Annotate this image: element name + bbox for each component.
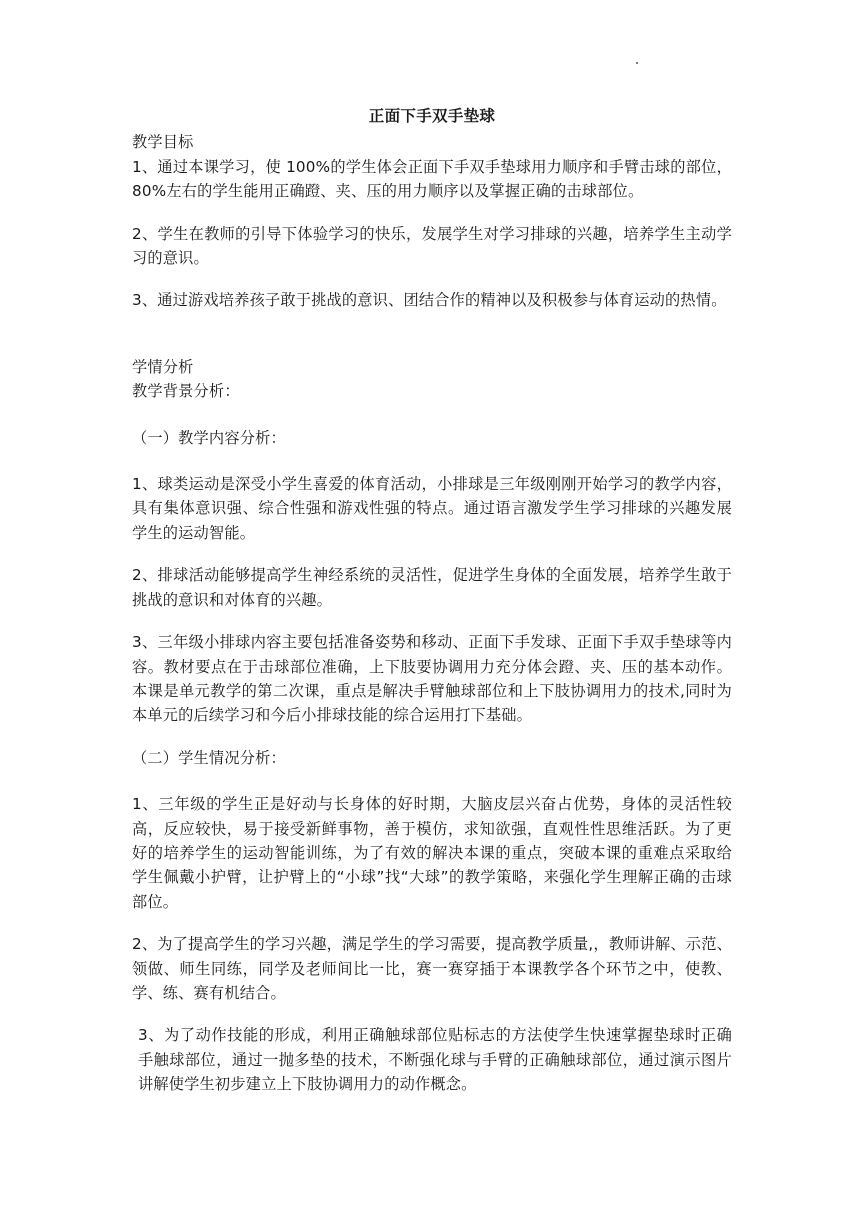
document-body: [132, 104, 732, 1097]
document-title: 正面下手双手垫球: [368, 107, 496, 125]
page-mark: [636, 62, 638, 64]
heading-teaching-goals: 教学目标: [132, 133, 194, 152]
subheading-content-analysis: （一）教学内容分析：: [132, 428, 286, 447]
subheading-student-analysis: （二）学生情况分析：: [132, 748, 286, 767]
student-paragraph-3: 3、为了动作技能的形成，利用正确触球部位贴标志的方法使学生快速掌握垫球时正确手触球部位，通过一抛多垫的技术，不断强化球与手臂的正确触球部位，通过演示图片讲解使学生初步建立上下肢协调用力的动作概念。: [138, 1026, 732, 1094]
student-paragraph-1: 1、三年级的学生正是好动与长身体的好时期，大脑皮层兴奋占优势，身体的灵活性较高，反应较快，易于接受新鲜事物，善于模仿，求知欲强，直观性性思维活跃。为了更好的培养学生的运动智能训练，为了有效的解决本课的重点，突破本课的重难点采取给学生佩戴小护臂，让护臂上的“小球”找“大球”的教学策略，来强化学生理解正确的击球部位。: [132, 795, 732, 911]
goal-paragraph-3: 3、通过游戏培养孩子敢于挑战的意识、团结合作的精神以及积极参与体育运动的热情。: [132, 291, 727, 310]
content-paragraph-3: 3、三年级小排球内容主要包括准备姿势和移动、正面下手发球、正面下手双手垫球等内容。教材要点在于击球部位准确，上下肢要协调用力充分体会蹬、夹、压的基本动作。本课是单元教学的第二次课，重点是解决手臂触球部位和上下肢协调用力的技术,同时为本单元的后续学习和今后小排球技能的综合运用打下基础。: [132, 633, 732, 725]
student-paragraph-2: 2、为了提高学生的学习兴趣，满足学生的学习需要，提高教学质量,，教师讲解、示范、领做、师生同练，同学及老师间比一比，赛一赛穿插于本课教学各个环节之中，使教、学、练、赛有机结合。: [132, 935, 732, 1002]
heading-student-analysis: 学情分析: [132, 357, 194, 376]
heading-background-analysis: 教学背景分析：: [132, 382, 240, 401]
goal-paragraph-1: 1、通过本课学习，使 100%的学生体会正面下手双手垫球用力顺序和手臂击球的部位，80%左右的学生能用正确蹬、夹、压的用力顺序以及掌握正确的击球部位。: [132, 157, 732, 201]
content-paragraph-2: 2、排球活动能够提高学生神经系统的灵活性，促进学生身体的全面发展，培养学生敢于挑战的意识和对体育的兴趣。: [132, 566, 732, 609]
content-paragraph-1: 1、球类运动是深受小学生喜爱的体育活动，小排球是三年级刚刚开始学习的教学内容，具有集体意识强、综合性强和游戏性强的特点。通过语言激发学生学习排球的兴趣发展学生的运动智能。: [132, 475, 732, 542]
goal-paragraph-2: 2、学生在教师的引导下体验学习的快乐，发展学生对学习排球的兴趣，培养学生主动学习的意识。: [132, 224, 732, 268]
